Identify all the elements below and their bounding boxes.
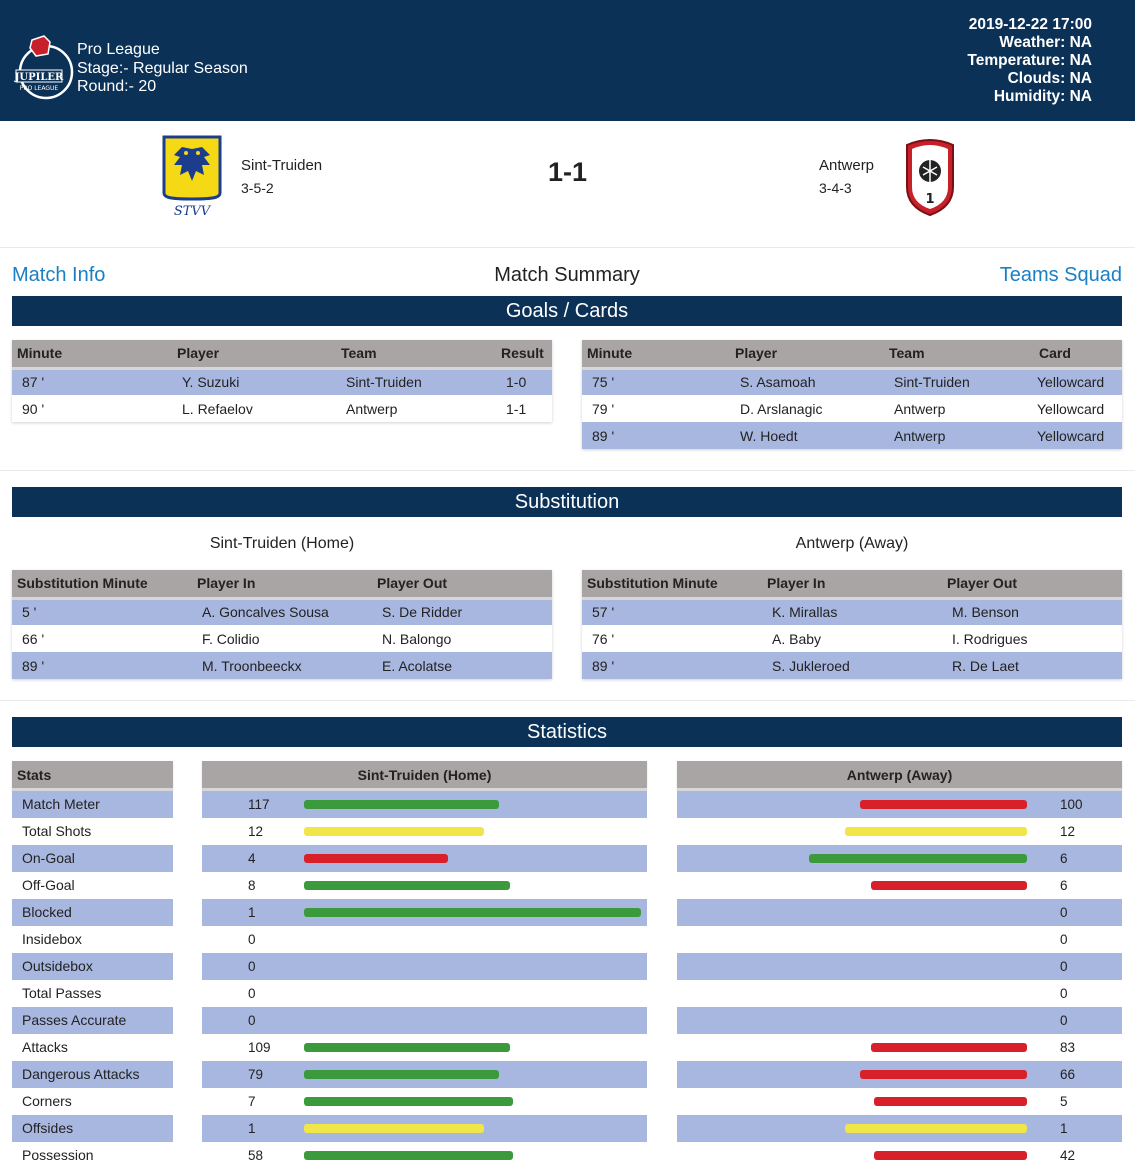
sub-header-player-out: Player Out (372, 570, 552, 598)
svg-text:STVV: STVV (173, 204, 211, 219)
away-stat-row (677, 1142, 1122, 1169)
sub-player-out[interactable]: R. De Laet (942, 652, 1122, 679)
home-team-name[interactable]: Sint-Truiden (241, 157, 323, 174)
home-stat-bar (304, 1124, 484, 1133)
away-stat-value: 42 (1060, 1148, 1076, 1163)
away-stat-row (677, 818, 1122, 845)
tab-match-summary[interactable]: Match Summary (494, 264, 640, 286)
away-team-name[interactable]: Antwerp (819, 157, 875, 174)
home-stat-row (202, 980, 647, 1007)
away-stat-value: 83 (1060, 1040, 1076, 1055)
sub-player-in[interactable]: A. Goncalves Sousa (192, 598, 372, 625)
home-stat-value: 0 (248, 1013, 256, 1028)
goal-minute: 87 ' (12, 368, 172, 395)
stat-label: Corners (12, 1088, 173, 1115)
sub-header-player-in: Player In (192, 570, 372, 598)
league-name: Pro League (77, 41, 160, 58)
home-stats-column (202, 761, 647, 1169)
antwerp-crest-icon (903, 137, 957, 217)
sub-player-in[interactable]: F. Colidio (192, 625, 372, 652)
league-round: Round:- 20 (77, 78, 157, 95)
sub-player-in[interactable]: K. Mirallas (762, 598, 942, 625)
sub-player-out[interactable]: S. De Ridder (372, 598, 552, 625)
home-stat-row (202, 791, 647, 818)
home-stat-row (202, 872, 647, 899)
sub-minute: 5 ' (12, 598, 192, 625)
card-player[interactable]: D. Arslanagic (730, 395, 884, 422)
home-stat-bar (304, 854, 448, 863)
card-minute: 89 ' (582, 422, 730, 449)
home-stats-header: Sint-Truiden (Home) (202, 761, 647, 791)
away-substitution-table (582, 570, 1122, 679)
sub-header-minute: Substitution Minute (582, 570, 762, 598)
away-stat-value: 12 (1060, 824, 1076, 839)
away-stat-value: 100 (1060, 797, 1083, 812)
away-stat-bar (809, 854, 1027, 863)
home-stat-row (202, 1142, 647, 1169)
goals-table (12, 340, 552, 422)
stat-label: Match Meter (12, 791, 173, 818)
table-row (582, 625, 1122, 652)
goal-team[interactable]: Sint-Truiden (336, 368, 496, 395)
goal-result: 1-0 (496, 368, 552, 395)
card-team[interactable]: Antwerp (884, 422, 1034, 449)
goals-header-team: Team (336, 340, 496, 368)
away-stat-bar (871, 881, 1027, 890)
stat-label: Total Passes (12, 980, 173, 1007)
away-stat-value: 6 (1060, 878, 1068, 893)
home-stat-value: 4 (248, 851, 256, 866)
stat-label: Off-Goal (12, 872, 173, 899)
goal-team[interactable]: Antwerp (336, 395, 496, 422)
sub-player-in[interactable]: A. Baby (762, 625, 942, 652)
table-row (12, 368, 552, 395)
away-stat-row (677, 926, 1122, 953)
home-stat-row (202, 953, 647, 980)
stat-label: Dangerous Attacks (12, 1061, 173, 1088)
away-stats-header: Antwerp (Away) (677, 761, 1122, 791)
sub-minute: 66 ' (12, 625, 192, 652)
home-stat-bar (304, 1097, 513, 1106)
section-divider (0, 470, 1135, 471)
sub-player-out[interactable]: E. Acolatse (372, 652, 552, 679)
away-stat-bar (860, 1070, 1027, 1079)
sub-player-out[interactable]: N. Balongo (372, 625, 552, 652)
humidity-value: Humidity: NA (993, 88, 1092, 105)
home-stat-bar (304, 908, 641, 917)
match-datetime: 2019-12-22 17:00 (968, 16, 1092, 33)
away-stat-value: 66 (1060, 1067, 1076, 1082)
away-stat-row (677, 953, 1122, 980)
card-type: Yellowcard (1034, 368, 1122, 395)
table-row (12, 598, 552, 625)
temperature-value: Temperature: NA (967, 52, 1092, 69)
goal-player[interactable]: L. Refaelov (172, 395, 336, 422)
home-substitution-title: Sint-Truiden (Home) (209, 535, 355, 552)
away-stat-value: 6 (1060, 851, 1068, 866)
table-row (582, 598, 1122, 625)
home-stat-bar (304, 881, 510, 890)
table-row (582, 422, 1122, 449)
away-stats-column (677, 761, 1122, 1169)
away-stat-value: 0 (1060, 1013, 1068, 1028)
stat-label: Insidebox (12, 926, 173, 953)
match-scoreboard (0, 121, 1135, 248)
goals-header-minute: Minute (12, 340, 172, 368)
tab-match-info[interactable]: Match Info (12, 264, 106, 286)
home-substitution-table (12, 570, 552, 679)
away-stat-bar (860, 800, 1027, 809)
home-stat-value: 8 (248, 878, 256, 893)
home-stat-value: 109 (248, 1040, 271, 1055)
away-stat-value: 0 (1060, 986, 1068, 1001)
goal-player[interactable]: Y. Suzuki (172, 368, 336, 395)
statistics-heading: Statistics (12, 717, 1122, 747)
goal-minute: 90 ' (12, 395, 172, 422)
stat-label: Attacks (12, 1034, 173, 1061)
tab-teams-squad[interactable]: Teams Squad (999, 264, 1122, 286)
home-stat-bar (304, 800, 499, 809)
card-team[interactable]: Sint-Truiden (884, 368, 1034, 395)
away-stat-row (677, 845, 1122, 872)
home-team-formation: 3-5-2 (241, 180, 274, 196)
away-substitution-title: Antwerp (Away) (795, 535, 909, 552)
stat-label: Offsides (12, 1115, 173, 1142)
home-stat-value: 0 (248, 986, 256, 1001)
cards-header-minute: Minute (582, 340, 730, 368)
sub-player-out[interactable]: M. Benson (942, 598, 1122, 625)
card-type: Yellowcard (1034, 422, 1122, 449)
stat-label: Total Shots (12, 818, 173, 845)
home-stat-bar (304, 1043, 510, 1052)
home-stat-row (202, 818, 647, 845)
table-row (12, 652, 552, 679)
goal-result: 1-1 (496, 395, 552, 422)
card-minute: 79 ' (582, 395, 730, 422)
away-stat-bar (871, 1043, 1027, 1052)
away-stat-value: 5 (1060, 1094, 1068, 1109)
goals-cards-heading: Goals / Cards (12, 296, 1122, 326)
svg-text:PRO LEAGUE: PRO LEAGUE (19, 85, 59, 92)
match-tabs (12, 262, 1122, 292)
substitution-heading: Substitution (12, 487, 1122, 517)
sub-header-minute: Substitution Minute (12, 570, 192, 598)
sub-minute: 89 ' (12, 652, 192, 679)
away-stat-row (677, 791, 1122, 818)
stat-label: Passes Accurate (12, 1007, 173, 1034)
table-row (12, 395, 552, 422)
home-stat-row (202, 1115, 647, 1142)
match-score: 1-1 (547, 157, 588, 187)
clouds-value: Clouds: NA (1007, 70, 1092, 87)
home-stat-value: 1 (248, 905, 256, 920)
home-stat-value: 1 (248, 1121, 256, 1136)
away-stat-value: 0 (1060, 932, 1068, 947)
stat-label: Outsidebox (12, 953, 173, 980)
goals-header-player: Player (172, 340, 336, 368)
goals-header-result: Result (496, 340, 552, 368)
weather-value: Weather: NA (999, 34, 1092, 51)
away-stat-bar (845, 827, 1027, 836)
svg-text:JUPILER: JUPILER (14, 72, 64, 83)
stats-header: Stats (12, 761, 173, 791)
away-team-formation: 3-4-3 (819, 180, 852, 196)
away-stat-row (677, 1088, 1122, 1115)
sub-header-player-in: Player In (762, 570, 942, 598)
away-stat-value: 1 (1060, 1121, 1068, 1136)
stat-label: Blocked (12, 899, 173, 926)
section-divider (0, 700, 1135, 701)
home-stat-row (202, 899, 647, 926)
away-stat-bar (874, 1097, 1027, 1106)
sub-player-in[interactable]: M. Troonbeeckx (192, 652, 372, 679)
home-stat-value: 0 (248, 932, 256, 947)
card-player[interactable]: S. Asamoah (730, 368, 884, 395)
home-stat-bar (304, 1151, 513, 1160)
card-type: Yellowcard (1034, 395, 1122, 422)
cards-header-card: Card (1034, 340, 1122, 368)
svg-text:1: 1 (925, 192, 935, 207)
away-stat-row (677, 1061, 1122, 1088)
home-stat-value: 117 (248, 797, 270, 812)
sub-minute: 76 ' (582, 625, 762, 652)
match-conditions (967, 16, 1092, 106)
sub-player-in[interactable]: S. Jukleroed (762, 652, 942, 679)
away-stat-bar (845, 1124, 1027, 1133)
table-row (12, 625, 552, 652)
home-stat-row (202, 1088, 647, 1115)
home-stat-row (202, 845, 647, 872)
stat-label: On-Goal (12, 845, 173, 872)
cards-table (582, 340, 1122, 449)
away-stat-row (677, 980, 1122, 1007)
sub-player-out[interactable]: I. Rodrigues (942, 625, 1122, 652)
cards-header-player: Player (730, 340, 884, 368)
table-row (582, 368, 1122, 395)
home-stat-bar (304, 827, 484, 836)
away-stat-value: 0 (1060, 905, 1068, 920)
league-stage: Stage:- Regular Season (77, 59, 248, 77)
league-info (77, 41, 248, 97)
card-team[interactable]: Antwerp (884, 395, 1034, 422)
page-header (0, 0, 1135, 121)
table-row (582, 395, 1122, 422)
stat-label: Possession (12, 1142, 173, 1169)
sub-header-player-out: Player Out (942, 570, 1122, 598)
away-stat-bar (874, 1151, 1027, 1160)
away-stat-row (677, 1034, 1122, 1061)
home-stat-value: 79 (248, 1067, 264, 1082)
home-stat-value: 7 (248, 1094, 256, 1109)
away-stat-row (677, 899, 1122, 926)
card-minute: 75 ' (582, 368, 730, 395)
home-stat-row (202, 1061, 647, 1088)
away-stat-row (677, 1007, 1122, 1034)
home-stat-value: 58 (248, 1148, 264, 1163)
cards-header-team: Team (884, 340, 1034, 368)
sub-minute: 57 ' (582, 598, 762, 625)
sub-minute: 89 ' (582, 652, 762, 679)
home-stat-row (202, 926, 647, 953)
home-stat-value: 0 (248, 959, 256, 974)
away-stat-value: 0 (1060, 959, 1068, 974)
stats-label-column (12, 761, 173, 1169)
table-row (582, 652, 1122, 679)
home-stat-value: 12 (248, 824, 264, 839)
pro-league-logo-icon (12, 32, 76, 102)
home-stat-row (202, 1007, 647, 1034)
home-stat-bar (304, 1070, 499, 1079)
home-stat-row (202, 1034, 647, 1061)
away-stat-row (677, 1115, 1122, 1142)
away-stat-row (677, 872, 1122, 899)
card-player[interactable]: W. Hoedt (730, 422, 884, 449)
